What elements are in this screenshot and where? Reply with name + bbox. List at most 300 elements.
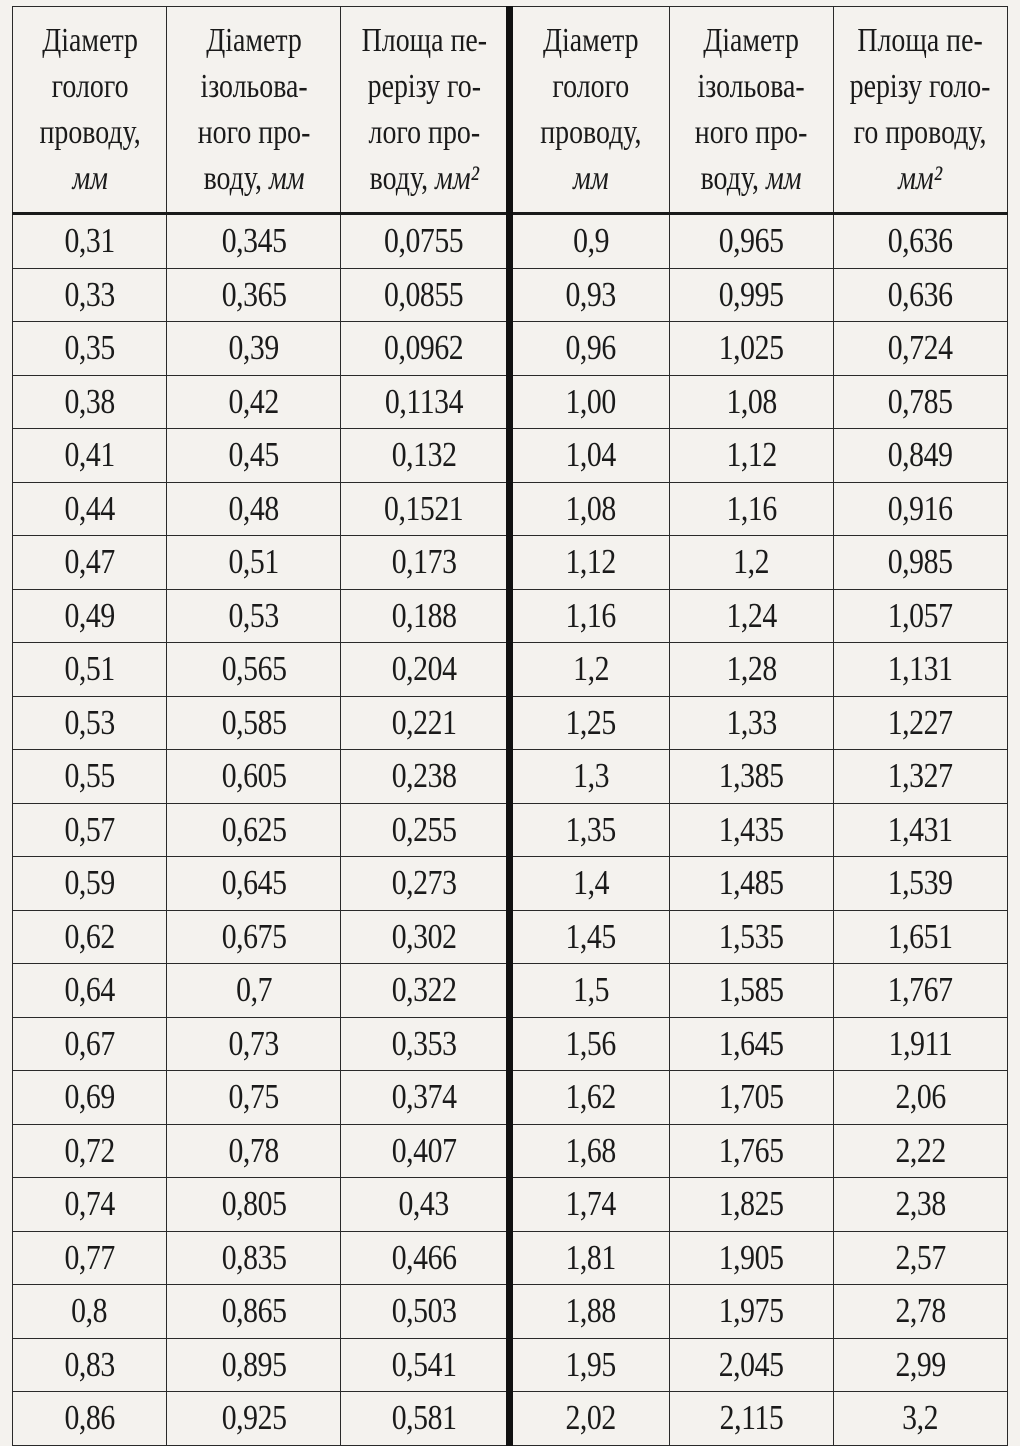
table-cell	[13, 750, 167, 804]
table-cell	[13, 1285, 167, 1339]
table-cell	[510, 482, 669, 536]
table-cell	[13, 857, 167, 911]
unit-label: мм	[766, 159, 802, 197]
cell-value: 1,651	[888, 916, 953, 956]
table-cell	[341, 214, 510, 269]
table-cell	[341, 1338, 510, 1392]
table-cell	[167, 482, 341, 536]
header-line: Діаметр	[41, 21, 138, 59]
table-cell	[341, 1392, 510, 1446]
cell-value: 0,345	[221, 221, 287, 261]
table-cell	[833, 696, 1007, 750]
cell-value: 0,466	[391, 1237, 457, 1277]
table-cell	[341, 1071, 510, 1125]
table-cell	[167, 1285, 341, 1339]
cell-value: 1,35	[565, 809, 617, 849]
cell-value: 0,67	[64, 1023, 115, 1063]
table-cell	[341, 857, 510, 911]
table-cell	[833, 803, 1007, 857]
header-line	[527, 156, 654, 202]
cell-value: 0,204	[391, 649, 457, 689]
table-cell	[510, 589, 669, 643]
cell-value: 0,835	[221, 1237, 287, 1277]
table-cell	[341, 643, 510, 697]
table-cell	[13, 482, 167, 536]
cell-value: 2,99	[895, 1344, 946, 1384]
cell-value: 2,22	[895, 1130, 946, 1170]
table-cell	[510, 964, 669, 1018]
cell-value: 0,83	[64, 1344, 115, 1384]
header-line: голого	[552, 67, 630, 105]
table-cell	[669, 1231, 833, 1285]
table-cell	[833, 857, 1007, 911]
table-cell	[167, 964, 341, 1018]
table-cell	[341, 482, 510, 536]
table-row	[13, 1231, 1008, 1285]
table-cell	[669, 322, 833, 376]
table-row	[13, 268, 1008, 322]
table-cell	[833, 482, 1007, 536]
cell-value: 0,238	[391, 756, 457, 796]
cell-value: 0,895	[221, 1344, 287, 1384]
table-row	[13, 429, 1008, 483]
table-cell	[669, 268, 833, 322]
cell-value: 0,33	[64, 274, 115, 314]
cell-value: 1,227	[888, 702, 953, 742]
header-line: ного про-	[197, 113, 311, 151]
cell-value: 1,539	[888, 863, 953, 903]
table-row	[13, 589, 1008, 643]
table-cell	[167, 643, 341, 697]
cell-value: 1,327	[888, 756, 953, 796]
cell-value: 1,95	[565, 1344, 617, 1384]
table-cell	[341, 910, 510, 964]
cell-value: 1,25	[565, 702, 617, 742]
table-header	[13, 7, 1008, 214]
table-cell	[510, 643, 669, 697]
table-cell	[669, 482, 833, 536]
table-cell	[510, 750, 669, 804]
cell-value: 0,93	[565, 274, 617, 314]
table-cell	[833, 1071, 1007, 1125]
cell-value: 0,173	[391, 542, 457, 582]
table-row	[13, 1285, 1008, 1339]
cell-value: 1,905	[718, 1237, 784, 1277]
cell-value: 0,805	[221, 1184, 287, 1224]
cell-value: 0,35	[64, 328, 115, 368]
table-cell	[167, 375, 341, 429]
table-cell	[167, 1017, 341, 1071]
table-row	[13, 1338, 1008, 1392]
table-cell	[833, 1338, 1007, 1392]
table-cell	[13, 429, 167, 483]
table-cell	[167, 803, 341, 857]
header-line: го проводу,	[853, 113, 987, 151]
table-cell	[341, 536, 510, 590]
cell-value: 0,965	[718, 221, 784, 261]
table-cell	[13, 910, 167, 964]
cell-value: 0,0755	[384, 221, 464, 261]
cell-value: 1,12	[565, 542, 617, 582]
table-cell	[167, 910, 341, 964]
table-cell	[510, 1338, 669, 1392]
table-cell	[341, 750, 510, 804]
cell-value: 0,96	[565, 328, 617, 368]
table-row	[13, 1392, 1008, 1446]
cell-value: 1,16	[565, 595, 617, 635]
table-cell	[341, 1231, 510, 1285]
cell-value: 1,62	[565, 1077, 617, 1117]
table-cell	[833, 375, 1007, 429]
cell-value: 1,16	[726, 488, 777, 528]
table-cell	[833, 1392, 1007, 1446]
cell-value: 0,62	[64, 916, 115, 956]
table-cell	[341, 268, 510, 322]
cell-value: 0,188	[391, 595, 457, 635]
cell-value: 1,485	[718, 863, 784, 903]
table-row	[13, 1178, 1008, 1232]
cell-value: 1,45	[565, 916, 617, 956]
cell-value: 0,38	[64, 381, 115, 421]
table-cell	[669, 750, 833, 804]
table-cell	[669, 1392, 833, 1446]
cell-value: 0,407	[391, 1130, 457, 1170]
cell-value: 1,28	[726, 649, 777, 689]
cell-value: 0,925	[221, 1398, 287, 1438]
table-cell	[13, 1231, 167, 1285]
cell-value: 0,7	[235, 970, 272, 1010]
header-line: Діаметр	[703, 21, 800, 59]
cell-value: 0,916	[888, 488, 953, 528]
table-cell	[510, 536, 669, 590]
header-line: воду, мм	[700, 159, 802, 197]
table-cell	[341, 1124, 510, 1178]
cell-value: 0,59	[64, 863, 115, 903]
header-row	[13, 7, 1008, 214]
table-body	[13, 214, 1008, 1446]
header-line: ізольова-	[697, 67, 805, 105]
cell-value: 0,865	[221, 1291, 287, 1331]
cell-value: 0,44	[64, 488, 115, 528]
cell-value: 0,49	[64, 595, 115, 635]
cell-value: 1,025	[718, 328, 784, 368]
table-cell	[510, 375, 669, 429]
cell-value: 1,431	[888, 809, 953, 849]
table-cell	[833, 536, 1007, 590]
cell-value: 1,08	[726, 381, 777, 421]
header-line	[849, 156, 991, 202]
table-cell	[669, 696, 833, 750]
header-line: Площа пе-	[361, 21, 487, 59]
table-row	[13, 536, 1008, 590]
table-cell	[167, 1124, 341, 1178]
table-row	[13, 375, 1008, 429]
cell-value: 0,0962	[384, 328, 464, 368]
cell-value: 0,69	[64, 1077, 115, 1117]
table-row	[13, 696, 1008, 750]
cell-value: 1,645	[718, 1023, 784, 1063]
header-line: проводу,	[540, 113, 642, 151]
table-cell	[669, 536, 833, 590]
header-line	[27, 156, 153, 202]
table-row	[13, 910, 1008, 964]
cell-value: 0,73	[228, 1023, 279, 1063]
table-row	[13, 750, 1008, 804]
table-cell	[833, 750, 1007, 804]
header-line: ізольова-	[200, 67, 308, 105]
table-cell	[833, 643, 1007, 697]
table-cell	[13, 268, 167, 322]
cell-value: 0,985	[888, 542, 953, 582]
header-line: проводу,	[39, 113, 141, 151]
cell-value: 3,2	[902, 1398, 939, 1438]
table-cell	[669, 1124, 833, 1178]
table-cell	[13, 1017, 167, 1071]
table-cell	[669, 910, 833, 964]
table-cell	[341, 589, 510, 643]
cell-value: 0,51	[64, 649, 115, 689]
table-cell	[167, 1071, 341, 1125]
cell-value: 0,302	[391, 916, 457, 956]
table-cell	[669, 857, 833, 911]
table-cell	[341, 429, 510, 483]
cell-value: 1,911	[888, 1023, 953, 1063]
cell-value: 0,132	[391, 435, 457, 475]
cell-value: 1,765	[718, 1130, 784, 1170]
table-cell	[510, 1392, 669, 1446]
cell-value: 1,535	[718, 916, 784, 956]
table-cell	[669, 1071, 833, 1125]
table-cell	[510, 1017, 669, 1071]
header-line: воду, мм	[203, 159, 305, 197]
table-cell	[167, 589, 341, 643]
table-cell	[510, 1071, 669, 1125]
table-cell	[167, 750, 341, 804]
table-cell	[167, 429, 341, 483]
table-row	[13, 643, 1008, 697]
cell-value: 0,75	[228, 1077, 279, 1117]
cell-value: 0,581	[391, 1398, 457, 1438]
table-cell	[669, 1178, 833, 1232]
cell-value: 1,385	[718, 756, 784, 796]
cell-value: 0,605	[221, 756, 287, 796]
cell-value: 2,045	[718, 1344, 784, 1384]
cell-value: 0,8	[71, 1291, 108, 1331]
header-line: голого	[51, 67, 129, 105]
cell-value: 0,503	[391, 1291, 457, 1331]
table-cell	[167, 536, 341, 590]
table-cell	[13, 1178, 167, 1232]
cell-value: 1,585	[718, 970, 784, 1010]
table-cell	[833, 214, 1007, 269]
table-cell	[510, 1178, 669, 1232]
table-cell	[669, 214, 833, 269]
unit-label: мм	[71, 159, 108, 197]
table-cell	[669, 643, 833, 697]
cell-value: 1,975	[718, 1291, 784, 1331]
table-row	[13, 1017, 1008, 1071]
unit-label: мм²	[434, 159, 479, 197]
cell-value: 0,1521	[384, 488, 464, 528]
table-cell	[833, 589, 1007, 643]
cell-value: 0,724	[888, 328, 953, 368]
table-cell	[13, 1392, 167, 1446]
cell-value: 1,04	[565, 435, 617, 475]
unit-label: мм	[573, 159, 609, 197]
column-header-1	[26, 7, 152, 214]
document-page	[12, 6, 1008, 1438]
table-cell	[341, 696, 510, 750]
header-line: Діаметр	[542, 21, 639, 59]
cell-value: 0,41	[64, 435, 115, 475]
cell-value: 1,74	[565, 1184, 617, 1224]
table-cell	[833, 1231, 1007, 1285]
header-line: Діаметр	[205, 21, 302, 59]
header-line: лого про-	[368, 113, 480, 151]
cell-value: 2,115	[719, 1398, 784, 1438]
cell-value: 0,374	[391, 1077, 457, 1117]
table-cell	[833, 910, 1007, 964]
table-cell	[510, 1285, 669, 1339]
table-row	[13, 964, 1008, 1018]
table-cell	[13, 1071, 167, 1125]
cell-value: 2,78	[895, 1291, 946, 1331]
cell-value: 1,88	[565, 1291, 617, 1331]
table-cell	[510, 696, 669, 750]
cell-value: 0,47	[64, 542, 115, 582]
cell-value: 1,33	[726, 702, 777, 742]
table-cell	[167, 268, 341, 322]
table-cell	[341, 322, 510, 376]
cell-value: 0,53	[64, 702, 115, 742]
cell-value: 1,08	[565, 488, 617, 528]
table-cell	[341, 1285, 510, 1339]
cell-value: 1,825	[718, 1184, 784, 1224]
table-cell	[510, 214, 669, 269]
table-cell	[669, 1285, 833, 1339]
cell-value: 0,645	[221, 863, 287, 903]
cell-value: 1,12	[726, 435, 777, 475]
table-cell	[669, 964, 833, 1018]
header-line: Площа пе-	[857, 21, 984, 59]
table-cell	[341, 375, 510, 429]
table-cell	[13, 375, 167, 429]
cell-value: 0,48	[228, 488, 279, 528]
cell-value: 0,636	[888, 274, 953, 314]
cell-value: 0,64	[64, 970, 115, 1010]
cell-value: 2,38	[895, 1184, 946, 1224]
table-cell	[13, 964, 167, 1018]
table-cell	[13, 214, 167, 269]
cell-value: 0,353	[391, 1023, 457, 1063]
table-cell	[167, 214, 341, 269]
cell-value: 0,43	[398, 1184, 450, 1224]
table-row	[13, 857, 1008, 911]
cell-value: 0,585	[221, 702, 287, 742]
cell-value: 0,74	[64, 1184, 115, 1224]
table-cell	[13, 643, 167, 697]
wire-diameter-table	[12, 6, 1008, 1446]
cell-value: 1,81	[565, 1237, 617, 1277]
cell-value: 0,541	[391, 1344, 457, 1384]
cell-value: 0,53	[228, 595, 279, 635]
cell-value: 0,255	[391, 809, 457, 849]
table-row	[13, 214, 1008, 269]
cell-value: 0,51	[228, 542, 279, 582]
table-cell	[13, 803, 167, 857]
table-row	[13, 1124, 1008, 1178]
column-header-3	[356, 7, 495, 214]
cell-value: 2,02	[565, 1398, 617, 1438]
table-cell	[669, 375, 833, 429]
cell-value: 0,78	[228, 1130, 279, 1170]
table-cell	[510, 1124, 669, 1178]
cell-value: 0,995	[718, 274, 784, 314]
cell-value: 2,57	[895, 1237, 946, 1277]
table-cell	[13, 1124, 167, 1178]
table-row	[13, 482, 1008, 536]
header-line: ного про-	[694, 113, 808, 151]
cell-value: 0,625	[221, 809, 287, 849]
cell-value: 0,57	[64, 809, 115, 849]
table-cell	[833, 322, 1007, 376]
table-cell	[669, 803, 833, 857]
cell-value: 1,705	[718, 1077, 784, 1117]
table-cell	[510, 857, 669, 911]
column-header-4	[524, 7, 655, 214]
cell-value: 0,72	[64, 1130, 115, 1170]
cell-value: 1,00	[565, 381, 617, 421]
table-cell	[167, 322, 341, 376]
cell-value: 1,2	[733, 542, 770, 582]
unit-label: мм	[268, 159, 305, 197]
cell-value: 1,2	[573, 649, 610, 689]
table-cell	[833, 964, 1007, 1018]
header-line: рерізу го-	[367, 67, 481, 105]
cell-value: 0,785	[888, 381, 953, 421]
cell-value: 0,849	[888, 435, 953, 475]
cell-value: 0,273	[391, 863, 457, 903]
header-line: воду, мм²	[369, 159, 479, 197]
cell-value: 0,221	[391, 702, 457, 742]
cell-value: 1,131	[888, 649, 953, 689]
cell-value: 1,68	[565, 1130, 617, 1170]
cell-value: 2,06	[895, 1077, 946, 1117]
table-cell	[833, 429, 1007, 483]
cell-value: 1,435	[718, 809, 784, 849]
cell-value: 1,56	[565, 1023, 617, 1063]
table-cell	[669, 589, 833, 643]
column-header-2	[182, 7, 325, 214]
cell-value: 1,24	[726, 595, 777, 635]
table-row	[13, 322, 1008, 376]
table-cell	[669, 1017, 833, 1071]
cell-value: 0,42	[228, 381, 279, 421]
table-cell	[341, 1017, 510, 1071]
cell-value: 0,636	[888, 221, 953, 261]
table-row	[13, 1071, 1008, 1125]
table-cell	[669, 429, 833, 483]
table-cell	[510, 910, 669, 964]
table-cell	[167, 1231, 341, 1285]
table-cell	[833, 1178, 1007, 1232]
cell-value: 0,675	[221, 916, 287, 956]
cell-value: 0,565	[221, 649, 287, 689]
table-cell	[341, 964, 510, 1018]
unit-label: мм²	[898, 159, 943, 197]
cell-value: 1,4	[573, 863, 610, 903]
cell-value: 0,45	[228, 435, 279, 475]
